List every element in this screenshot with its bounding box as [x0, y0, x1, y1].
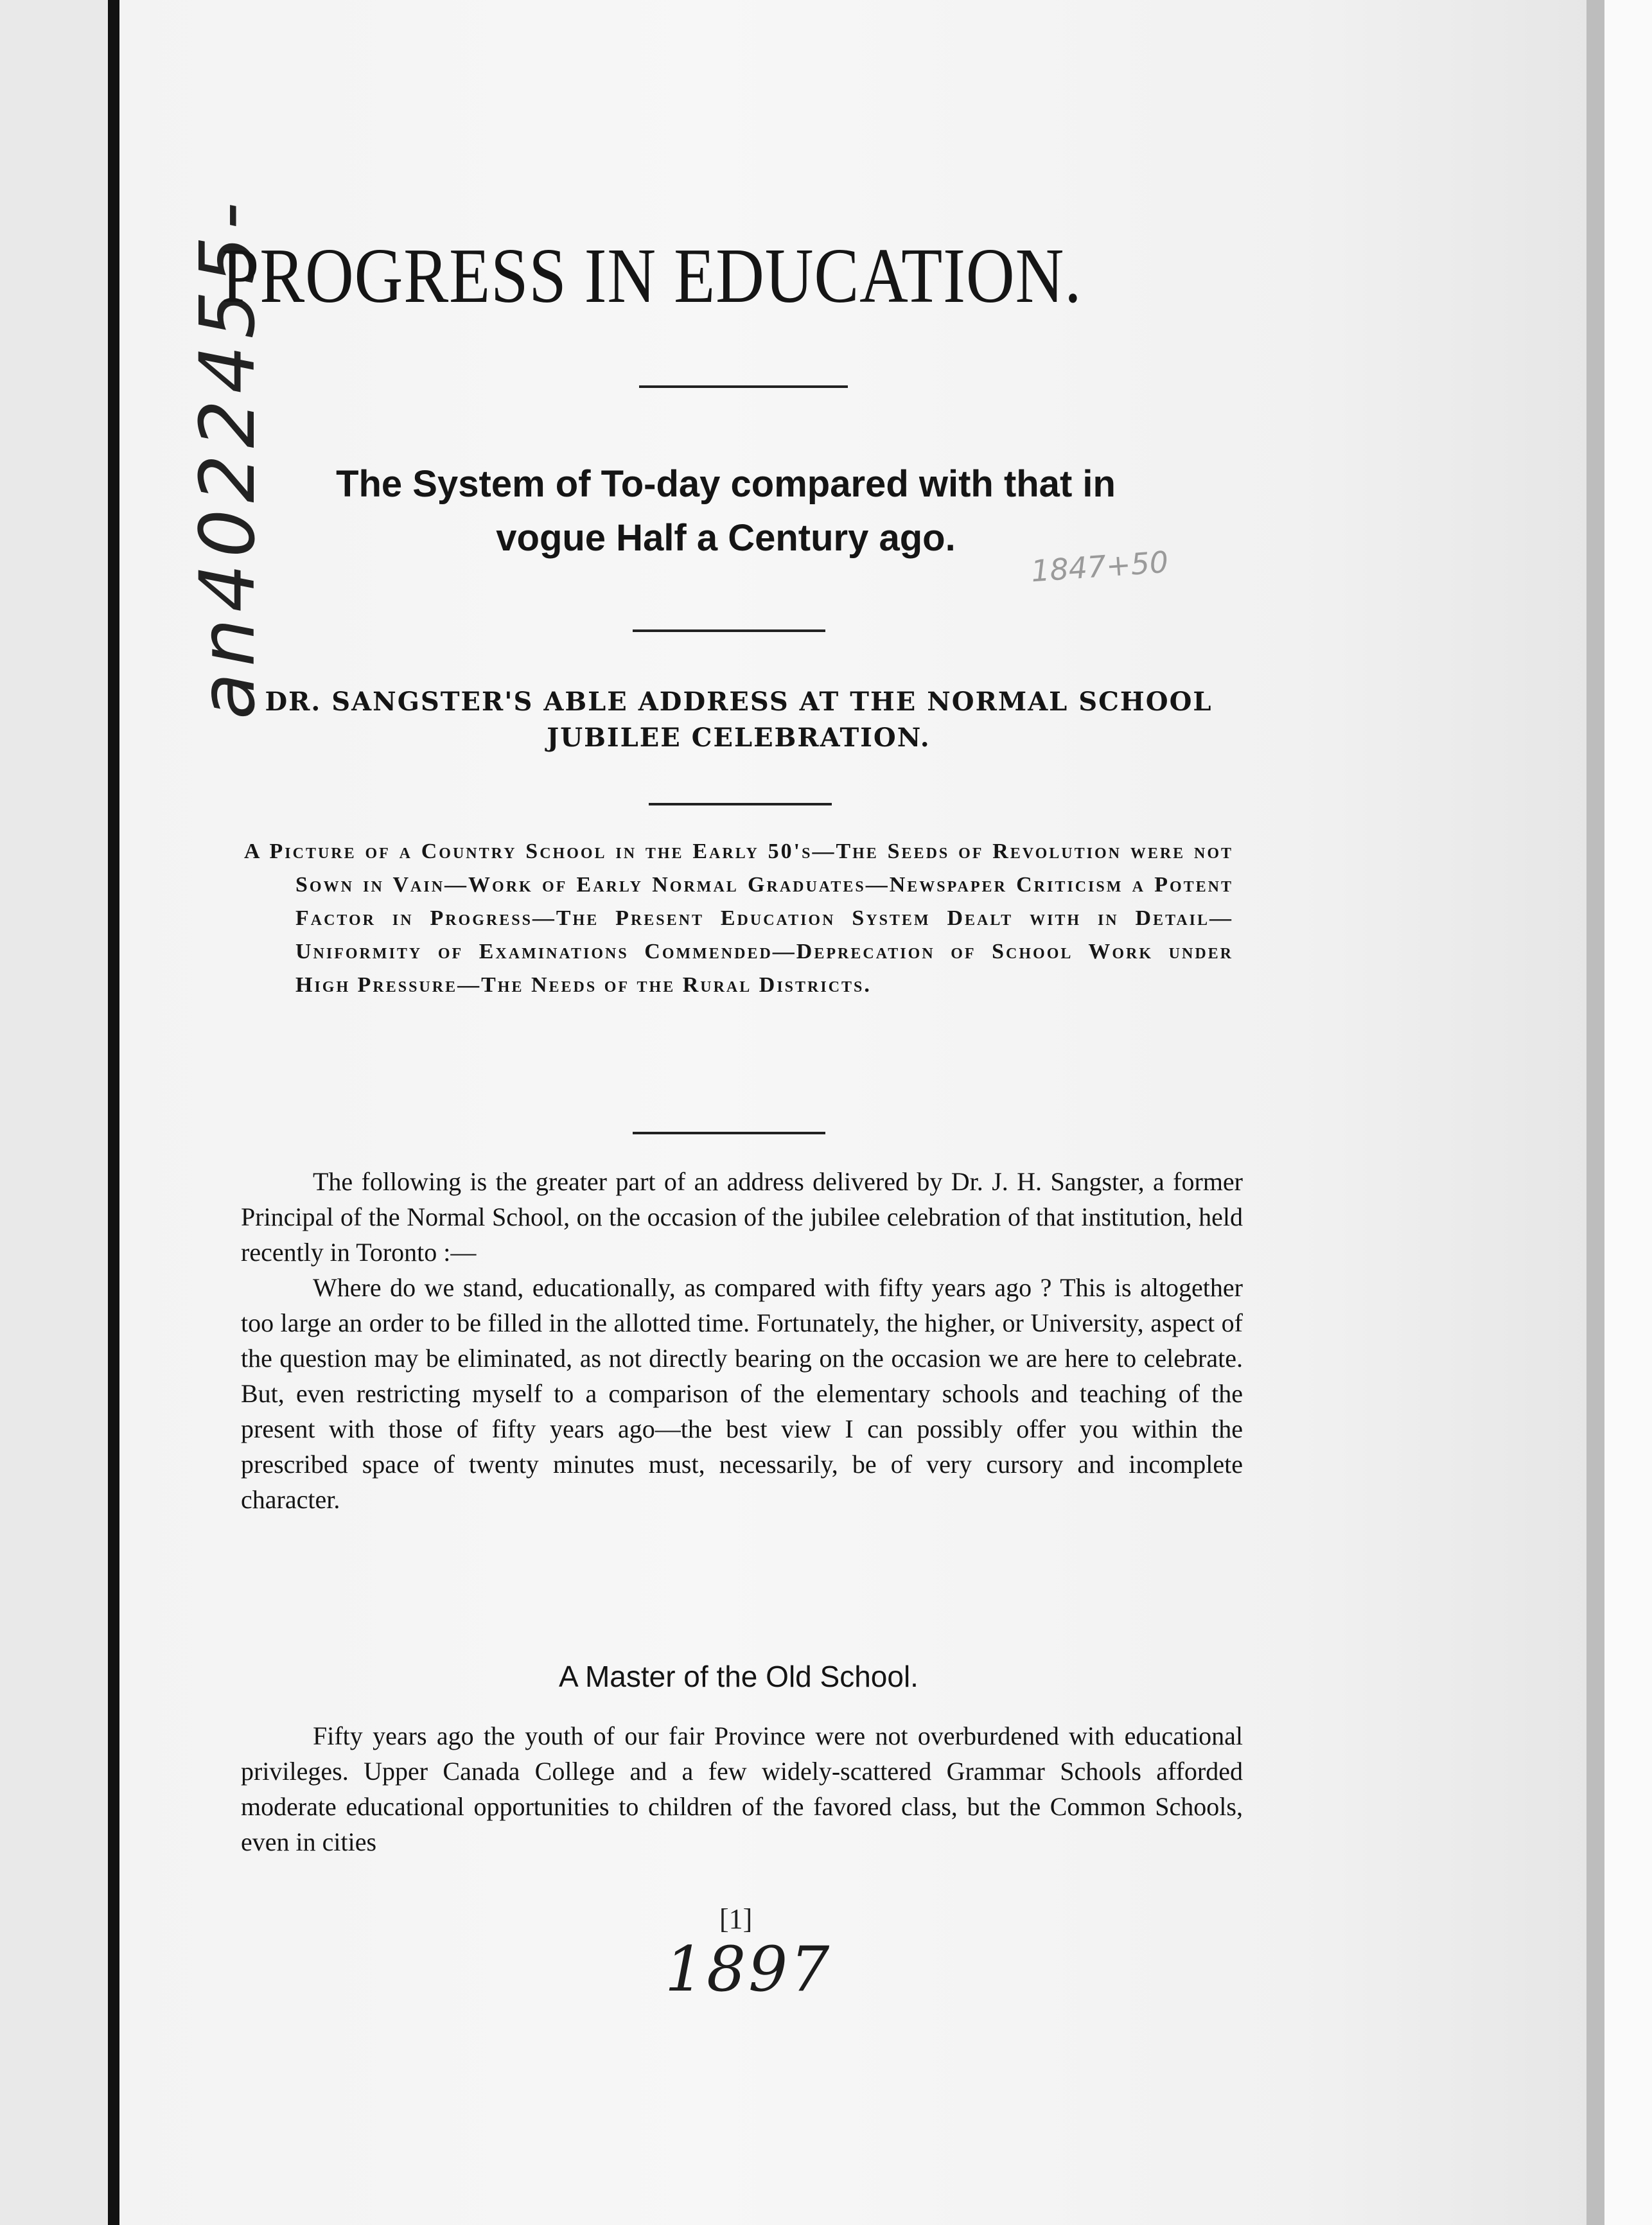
- document-title: PROGRESS IN EDUCATION.: [222, 233, 1082, 319]
- body-paragraph-1: Where do we stand, educationally, as compared with fifty years ago ? This is altogether too large an order to be filled in the allotted time. Fortunately, the higher, or University, aspect of the question may be eliminated, as not directly bearing on the occasion we are here to celebrate. But, even restricting myself to a comparison of the elementary schools and teaching of the present with those of fifty years ago—the best view I can possibly offer you within the prescribed space of twenty minutes must, necessarily, be of very cursory and incomplete character.: [241, 1273, 1243, 1514]
- divider-rule-3: [649, 803, 832, 805]
- body-text-block: [241, 1164, 1243, 1517]
- subtitle-line-1: The System of To-day compared with that in: [336, 463, 1116, 505]
- divider-rule-2: [633, 629, 825, 632]
- subtitle-line-2: vogue Half a Century ago.: [496, 517, 956, 559]
- body-paragraph-2: Fifty years ago the youth of our fair Province were not overburdened with educational privileges. Upper Canada College and a few widely-scattered Grammar Schools afforded moderate educational opportunities to children of the favored class, but the Common Schools, even in cities: [241, 1721, 1243, 1856]
- document-page: [119, 0, 1597, 2225]
- divider-rule-1: [639, 385, 848, 388]
- intro-paragraph: The following is the greater part of an address delivered by Dr. J. H. Sangster, a former Principal of the Normal School, on the occasion of the jubilee celebration of that institution, held recently in Toronto :—: [241, 1167, 1243, 1267]
- handwritten-year: 1897: [665, 1933, 832, 2005]
- page-edge-line: [108, 0, 119, 2225]
- synopsis-paragraph: A Picture of a Country School in the Early 50's—The Seeds of Revolution were not Sown in Vain—Work of Early Normal Graduates—Newspaper Criticism a Potent Factor in Progress—The Present Education System Dealt with in Detail—Uniformity of Examinations Commended—Deprecation of School Work under High Pressure—The Needs of the Rural Districts.: [244, 840, 1233, 997]
- handwritten-call-number: an4022455-: [183, 195, 272, 719]
- page-right-margin: [1604, 0, 1652, 2225]
- page-right-edge: [1586, 0, 1604, 2225]
- address-heading-line-2: JUBILEE CELEBRATION.: [547, 723, 931, 753]
- address-heading: [231, 684, 1246, 756]
- body-text-block-2: [241, 1718, 1243, 1860]
- address-heading-line-1: DR. SANGSTER'S ABLE ADDRESS AT THE NORMAL SCHOOL: [265, 687, 1213, 717]
- document-subtitle: [212, 457, 1240, 565]
- pencil-annotation: 1847+50: [1030, 544, 1170, 589]
- page-number: [1]: [719, 1903, 753, 1935]
- section-heading: A Master of the Old School.: [559, 1660, 918, 1693]
- left-margin-border: [0, 0, 112, 2225]
- divider-rule-4: [633, 1132, 825, 1134]
